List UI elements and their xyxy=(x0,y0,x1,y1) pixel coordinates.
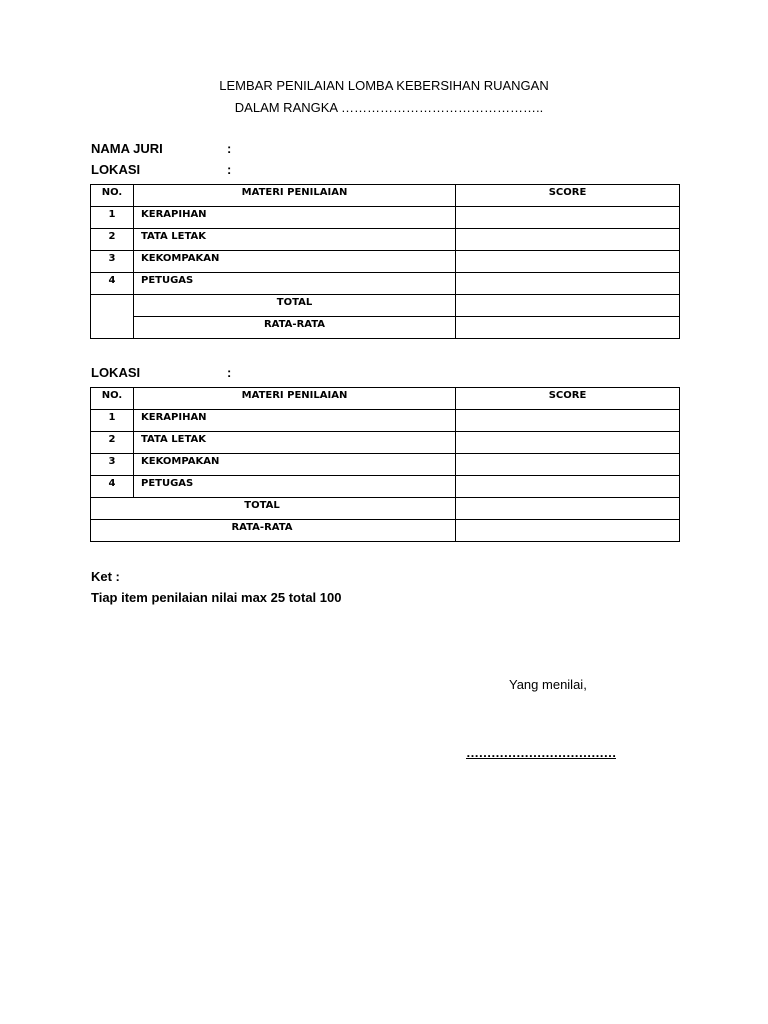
score-cell[interactable] xyxy=(456,454,680,476)
total-row xyxy=(91,295,680,317)
judge-name-colon: : xyxy=(227,141,232,156)
total-row xyxy=(91,498,680,520)
row-material: KERAPIHAN xyxy=(134,207,456,229)
row-no: 3 xyxy=(91,251,134,273)
row-no: 1 xyxy=(91,410,134,432)
signer-label: Yang menilai, xyxy=(509,677,587,692)
row-material: PETUGAS xyxy=(134,476,456,498)
row-no: 4 xyxy=(91,476,134,498)
page-subtitle: DALAM RANGKA ……………………………………….. xyxy=(234,100,544,115)
row-material: TATA LETAK xyxy=(134,229,456,251)
score-cell[interactable] xyxy=(456,207,680,229)
table-row xyxy=(91,207,680,229)
header-score: SCORE xyxy=(456,185,680,207)
row-material: KEKOMPAKAN xyxy=(134,454,456,476)
note-text: Tiap item penilaian nilai max 25 total 100 xyxy=(91,590,342,605)
score-cell[interactable] xyxy=(456,410,680,432)
row-material: TATA LETAK xyxy=(134,432,456,454)
header-no: NO. xyxy=(91,388,134,410)
judge-name-label: NAMA JURI xyxy=(91,141,163,156)
score-cell[interactable] xyxy=(456,432,680,454)
row-no: 4 xyxy=(91,273,134,295)
table-row xyxy=(91,454,680,476)
empty-no-cell xyxy=(91,295,134,339)
average-row xyxy=(91,317,680,339)
average-label: RATA-RATA xyxy=(91,520,456,542)
total-label: TOTAL xyxy=(134,295,456,317)
score-table-2 xyxy=(90,387,680,542)
row-no: 2 xyxy=(91,229,134,251)
row-material: PETUGAS xyxy=(134,273,456,295)
table-header-row xyxy=(91,185,680,207)
signature-line: ……………………………… xyxy=(466,745,616,760)
average-label: RATA-RATA xyxy=(134,317,456,339)
total-score-cell[interactable] xyxy=(456,498,680,520)
header-material: MATERI PENILAIAN xyxy=(134,388,456,410)
location-field-1 xyxy=(91,162,232,178)
table-row xyxy=(91,251,680,273)
location-label-2: LOKASI xyxy=(91,365,141,380)
average-row xyxy=(91,520,680,542)
score-cell[interactable] xyxy=(456,273,680,295)
row-no: 2 xyxy=(91,432,134,454)
table-row xyxy=(91,432,680,454)
location-colon-2: : xyxy=(227,365,232,380)
average-score-cell[interactable] xyxy=(456,520,680,542)
score-cell[interactable] xyxy=(456,229,680,251)
table-row xyxy=(91,410,680,432)
location-field-2 xyxy=(91,365,232,381)
page-title: LEMBAR PENILAIAN LOMBA KEBERSIHAN RUANGAN xyxy=(219,78,549,93)
header-material: MATERI PENILAIAN xyxy=(134,185,456,207)
table-header-row xyxy=(91,388,680,410)
table-row xyxy=(91,476,680,498)
row-material: KEKOMPAKAN xyxy=(134,251,456,273)
location-label-1: LOKASI xyxy=(91,162,141,177)
total-label: TOTAL xyxy=(91,498,456,520)
header-score: SCORE xyxy=(456,388,680,410)
table-row xyxy=(91,229,680,251)
judge-name-field xyxy=(91,141,232,157)
average-score-cell[interactable] xyxy=(456,317,680,339)
note-label: Ket : xyxy=(91,569,120,584)
row-no: 1 xyxy=(91,207,134,229)
row-no: 3 xyxy=(91,454,134,476)
score-cell[interactable] xyxy=(456,476,680,498)
header-no: NO. xyxy=(91,185,134,207)
row-material: KERAPIHAN xyxy=(134,410,456,432)
score-cell[interactable] xyxy=(456,251,680,273)
score-table-1 xyxy=(90,184,680,339)
location-colon-1: : xyxy=(227,162,232,177)
table-row xyxy=(91,273,680,295)
total-score-cell[interactable] xyxy=(456,295,680,317)
